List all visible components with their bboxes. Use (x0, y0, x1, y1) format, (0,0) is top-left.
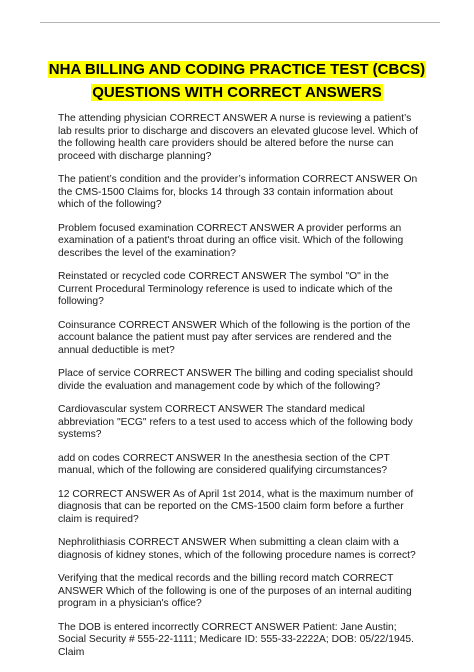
qa-item-10: Nephrolithiasis CORRECT ANSWER When submitting a clean claim with a diagnosis of kidney stones, which of the following procedure names is correct? (58, 537, 416, 561)
document-title (40, 58, 434, 104)
qa-item-5: Coinsurance CORRECT ANSWER Which of the following is the portion of the account balance the patient must pay after services are rendered and the annual deductible is met? (58, 319, 411, 356)
title-line-2: QUESTIONS WITH CORRECT ANSWERS (92, 84, 382, 101)
qa-item-1: The attending physician CORRECT ANSWER A nurse is reviewing a patient’s lab results prior to discharge and discovers an elevated glucose level. Which of the following health care providers should be altered before the nurse can proceed with discharge planning? (58, 113, 419, 162)
title-line-1: NHA BILLING AND CODING PRACTICE TEST (CBCS) (48, 61, 426, 78)
header-rule (40, 22, 440, 23)
qa-item-11: Verifying that the medical records and the billing record match CORRECT ANSWER Which of the following is one of the purposes of an internal auditing program in a physician's office? (58, 573, 412, 609)
qa-item-3: Problem focused examination CORRECT ANSWER A provider performs an examination of a patient's throat during an office visit. Which of the following describes the level of the examination? (58, 222, 404, 259)
qa-item-4: Reinstated or recycled code CORRECT ANSWER The symbol "O" in the Current Procedural Terminology reference is used to indicate which of the following? (58, 271, 393, 307)
qa-item-12: The DOB is entered incorrectly CORRECT ANSWER Patient: Jane Austin; Social Security # 555-22-1111; Medicare ID: 555-33-2222A; DOB: 05/22/1945. Claim (58, 621, 415, 658)
qa-item-9: 12 CORRECT ANSWER As of April 1st 2014, what is the maximum number of diagnosis that can be reported on the CMS-1500 claim form before a further claim is required? (58, 488, 414, 525)
document-body (58, 113, 420, 670)
qa-item-2: The patient’s condition and the provider’s information CORRECT ANSWER On the CMS-1500 Claims for, blocks 14 through 33 contain information about which of the following? (58, 174, 418, 210)
qa-item-8: add on codes CORRECT ANSWER In the anesthesia section of the CPT manual, which of the following are considered qualifying circumstances? (58, 452, 390, 476)
qa-item-7: Cardiovascular system CORRECT ANSWER The standard medical abbreviation "ECG" refers to a test used to access which of the following body systems? (58, 404, 413, 440)
qa-item-6: Place of service CORRECT ANSWER The billing and coding specialist should divide the evaluation and management code by which of the following? (58, 368, 414, 392)
